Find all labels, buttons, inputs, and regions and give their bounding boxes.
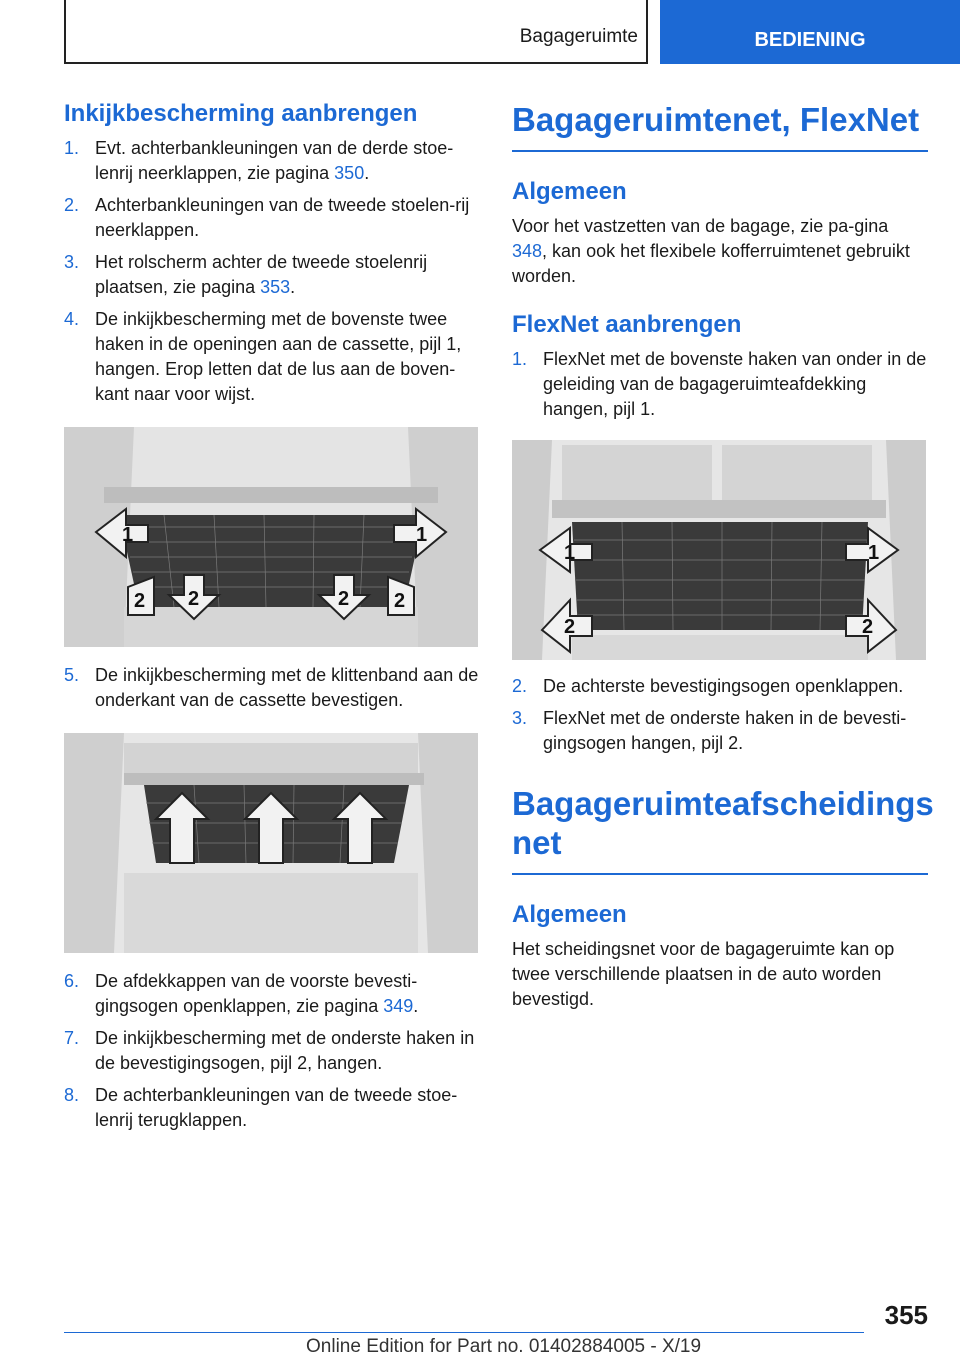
step-text: FlexNet met de bovenste haken van onder in de geleiding van de bagageruimteafdekking hangen, pijl 1. [543,348,927,419]
step-number: 3. [64,252,80,272]
step-text-end: . [290,277,296,297]
left-column [64,100,479,1140]
arrow-label-1-right: 1 [868,541,880,564]
section-title-scheidingsnet: Bagageruimteafscheidings net [512,784,928,875]
right-column [512,100,934,1012]
figure-velcro-cassette [64,733,478,953]
page-link[interactable]: 348 [512,240,543,261]
para-text: Voor het vastzetten van de bagage, zie pa-gina [512,215,889,236]
subheading-algemeen-2: Algemeen [512,900,627,928]
arrow-label-2-d: 2 [394,590,406,612]
header-tab-label: BEDIENING [754,28,866,51]
list-item [64,1026,479,1076]
step-number: 1. [512,348,528,369]
arrow-label-2-b: 2 [188,588,200,610]
list-item [64,250,479,300]
step-text: Achterbankleuningen van de tweede stoelen-rij neerklappen. [95,195,470,240]
page-link[interactable]: 349 [383,996,414,1016]
section-heading-inkijkbescherming: Inkijkbescherming aanbrengen [64,100,418,127]
paragraph-scheidingsnet: Het scheidingsnet voor de bagageruimte kan op twee verschillende plaatsen in de auto worden bevestigd. [512,938,895,1009]
arrow-label-2-right: 2 [862,615,874,638]
list-item [64,1083,479,1133]
figure-illustration [512,440,926,660]
step-text: FlexNet met de onderste haken in de bevesti-gingsogen hangen, pijl 2. [543,707,907,753]
footer-divider [64,1332,864,1333]
arrow-label-1-left: 1 [564,541,576,564]
list-item [64,969,479,1019]
step-text: De inkijkbescherming met de bovenste twee haken in de openingen aan de cassette, pijl 1, hangen. Erop letten dat de lus aan de boven-kant naar voor wijst. [95,309,462,404]
step-text: De inkijkbescherming met de klittenband aan de onderkant van de cassette bevestigen. [95,665,479,710]
figure-privacy-screen-hooks [64,427,478,647]
step-number: 5. [64,665,80,685]
step-number: 7. [64,1028,80,1048]
step-number: 8. [64,1085,80,1105]
footer-edition-text: Online Edition for Part no. 01402884005 - X/19 [306,1336,702,1357]
steps-list-a [64,136,479,407]
list-item [512,706,928,756]
step-text-end: . [364,163,370,183]
steps-list-c [64,969,479,1133]
paragraph-flexnet-intro [512,214,928,289]
figure-flexnet-mounting [512,440,926,660]
figure-illustration [64,427,478,647]
figure-illustration [64,733,478,953]
list-item [512,674,928,699]
step-number: 1. [64,138,80,158]
arrow-label-1-right: 1 [416,524,428,546]
step-text-end: . [413,996,419,1016]
list-item [64,136,479,186]
arrow-label-2-a: 2 [134,590,146,612]
arrow-label-2-c: 2 [338,588,350,610]
arrow-label-2-left: 2 [564,615,576,638]
steps-list-b [64,663,479,713]
step-text: De inkijkbescherming met de onderste haken in de bevestigingsogen, pijl 2, hangen. [95,1028,475,1073]
step-text: Het rolscherm achter de tweede stoelenrij plaatsen, zie pagina [95,252,428,297]
step-number: 6. [64,971,80,991]
step-number: 4. [64,309,80,329]
page-link[interactable]: 350 [334,163,365,183]
header-tab-bediening[interactable] [660,0,960,64]
list-item [64,193,479,243]
steps-list-flexnet-b [512,674,928,756]
arrow-label-1-left: 1 [122,524,134,546]
step-number: 3. [512,707,528,728]
page-link[interactable]: 353 [260,277,291,297]
step-text: De afdekkappen van de voorste bevesti-gingsogen openklappen, zie pagina [95,971,418,1016]
list-item [64,663,479,713]
subheading-flexnet-aanbrengen: FlexNet aanbrengen [512,310,742,338]
step-text: Evt. achterbankleuningen van de derde stoe-lenrij neerklappen, zie pagina [95,138,454,183]
section-title-flexnet: Bagageruimtenet, FlexNet [512,100,928,152]
list-item [64,307,479,407]
header-section-title: Bagageruimte [519,26,638,47]
step-number: 2. [64,195,80,215]
list-item [512,347,928,422]
steps-list-flexnet-a [512,347,928,422]
step-number: 2. [512,675,528,696]
step-text: De achterbankleuningen van de tweede stoe-lenrij terugklappen. [95,1085,458,1130]
step-text: De achterste bevestigingsogen openklappen. [543,675,904,696]
subheading-algemeen: Algemeen [512,177,627,205]
page-number: 355 [884,1300,928,1330]
para-text-end: , kan ook het flexibele kofferruimtenet gebruikt worden. [512,240,910,286]
